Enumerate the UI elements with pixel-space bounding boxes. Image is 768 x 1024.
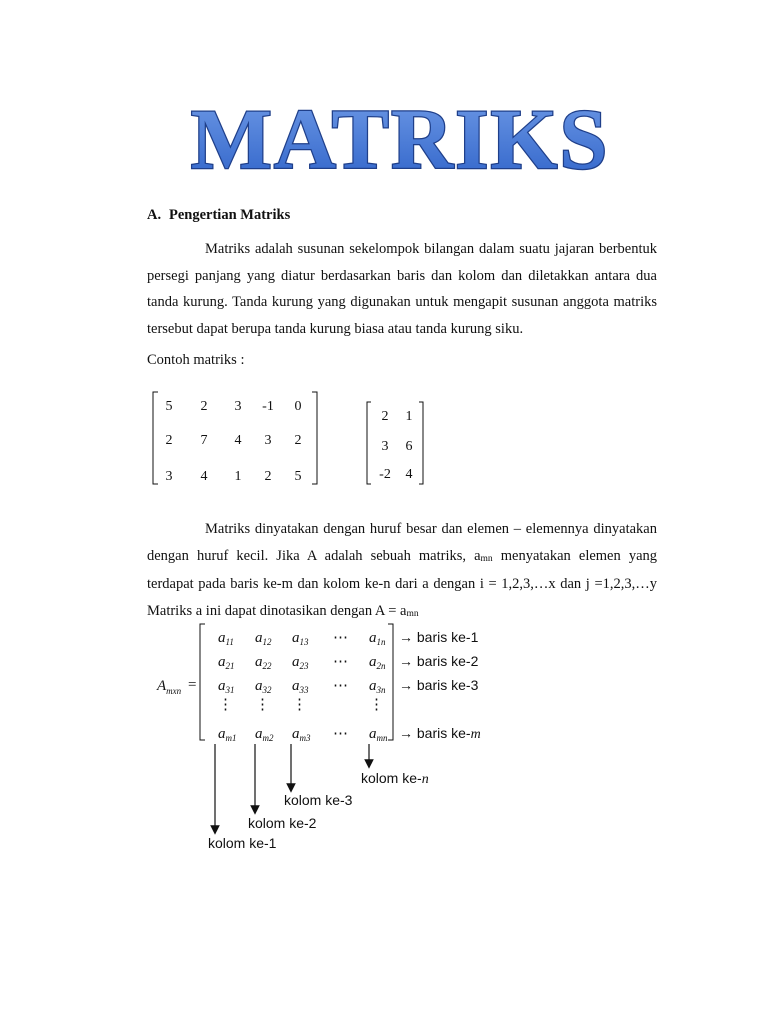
general-cell-r1c4: ⋯	[333, 630, 348, 646]
equals-sign: =	[188, 677, 197, 693]
general-cell-r4c2: ⋮	[255, 697, 270, 713]
general-cell-r5c3: $a_{m3}$	[292, 726, 311, 743]
matrix2-cell-r3c1: -2	[379, 467, 391, 482]
column-label-3: kolom ke-3	[284, 792, 353, 808]
matrix1-cell-r2c5: 2	[294, 433, 302, 448]
row-label-4: → baris ke-m	[399, 725, 481, 742]
example-matrix-2	[364, 398, 426, 488]
general-cell-r1c2: $a_{12}$	[255, 630, 272, 647]
general-cell-r5c2: $a_{m2}$	[255, 726, 274, 743]
general-cell-r1c5: $a_{1n}$	[369, 630, 386, 647]
matrix1-cell-r2c4: 3	[264, 433, 272, 448]
matrix1-cell-r3c2: 4	[200, 469, 208, 484]
page-title: MATRIKS	[190, 91, 610, 187]
example-label: Contoh matriks :	[147, 352, 245, 368]
matrix2-cell-r1c1: 2	[381, 409, 389, 424]
matrix2-cell-r2c1: 3	[381, 439, 389, 454]
section-heading	[147, 207, 290, 224]
general-cell-r1c1: $a_{11}$	[218, 630, 234, 647]
matrix2-cell-r1c2: 1	[405, 409, 413, 424]
general-cell-r2c1: $a_{21}$	[218, 654, 235, 671]
example-matrix-1	[150, 388, 320, 488]
column-label-1: kolom ke-1	[208, 835, 277, 851]
column-label-2: kolom ke-2	[248, 815, 317, 831]
section-number: A.	[147, 207, 162, 223]
row-label-3: → baris ke-3	[399, 677, 479, 693]
general-cell-r4c5: ⋮	[369, 697, 384, 713]
general-cell-r3c1: $a_{31}$	[218, 678, 235, 695]
matrix1-cell-r3c1: 3	[165, 469, 173, 484]
general-matrix-diagram	[150, 618, 550, 868]
matrix1-cell-r2c1: 2	[165, 433, 173, 448]
paragraph-definition-text: Matriks adalah susunan sekelompok bilangan dalam suatu jajaran berbentuk persegi panjang yang diatur berdasarkan baris dan kolom dan diletakkan antara dua tanda kurung. Tanda kurung yang digunakan untuk mengapit susunan anggota matriks tersebut dapat berupa tanda kurung biasa atau tanda kurung siku.	[147, 241, 657, 337]
matrix1-cell-r3c5: 5	[294, 469, 302, 484]
general-cell-r3c4: ⋯	[333, 678, 348, 694]
general-cell-r3c3: $a_{33}$	[292, 678, 309, 695]
general-cell-r2c3: $a_{23}$	[292, 654, 309, 671]
general-cell-r4c1: ⋮	[218, 697, 233, 713]
general-cell-r3c5: $a_{3n}$	[369, 678, 386, 695]
title-graphic	[160, 88, 640, 188]
matrix2-cell-r3c2: 4	[405, 467, 413, 482]
matrix2-cell-r2c2: 6	[405, 439, 413, 454]
matrix1-cell-r1c4: -1	[262, 399, 274, 414]
general-matrix-lhs: $A_{mxn}$	[157, 678, 182, 696]
matrix1-cell-r3c3: 1	[234, 469, 242, 484]
column-label-4: kolom ke-n	[361, 770, 429, 787]
general-cell-r5c1: $a_{m1}$	[218, 726, 237, 743]
general-cell-r4c3: ⋮	[292, 697, 307, 713]
matrix1-cell-r1c3: 3	[234, 399, 242, 414]
matrix1-cell-r1c1: 5	[165, 399, 173, 414]
matrix1-cell-r2c2: 7	[200, 433, 208, 448]
row-label-2: → baris ke-2	[399, 653, 479, 669]
general-cell-r3c2: $a_{32}$	[255, 678, 272, 695]
matrix1-cell-r3c4: 2	[264, 469, 272, 484]
general-cell-r1c3: $a_{13}$	[292, 630, 309, 647]
general-cell-r2c5: $a_{2n}$	[369, 654, 386, 671]
general-cell-r2c4: ⋯	[333, 654, 348, 670]
general-cell-r2c2: $a_{22}$	[255, 654, 272, 671]
paragraph-notation	[147, 516, 657, 626]
general-cell-r5c4: ⋯	[333, 726, 348, 742]
section-title: Pengertian Matriks	[169, 207, 291, 223]
general-cell-r5c5: $a_{mn}$	[369, 726, 388, 743]
paragraph-notation-text: Matriks dinyatakan dengan huruf besar dan elemen – elemennya dinyatakan dengan huruf kecil. Jika A adalah sebuah matriks, amn menyatakan elemen yang terdapat pada baris ke-m dan kolom ke-n dari a dengan i = 1,2,3,…x dan j =1,2,3,…y Matriks a ini dapat dinotasikan dengan A = amn	[147, 521, 658, 619]
row-label-1: → baris ke-1	[399, 629, 479, 645]
matrix1-cell-r1c2: 2	[200, 399, 208, 414]
matrix1-cell-r1c5: 0	[294, 399, 302, 414]
matrix1-cell-r2c3: 4	[234, 433, 242, 448]
paragraph-definition	[147, 236, 657, 342]
